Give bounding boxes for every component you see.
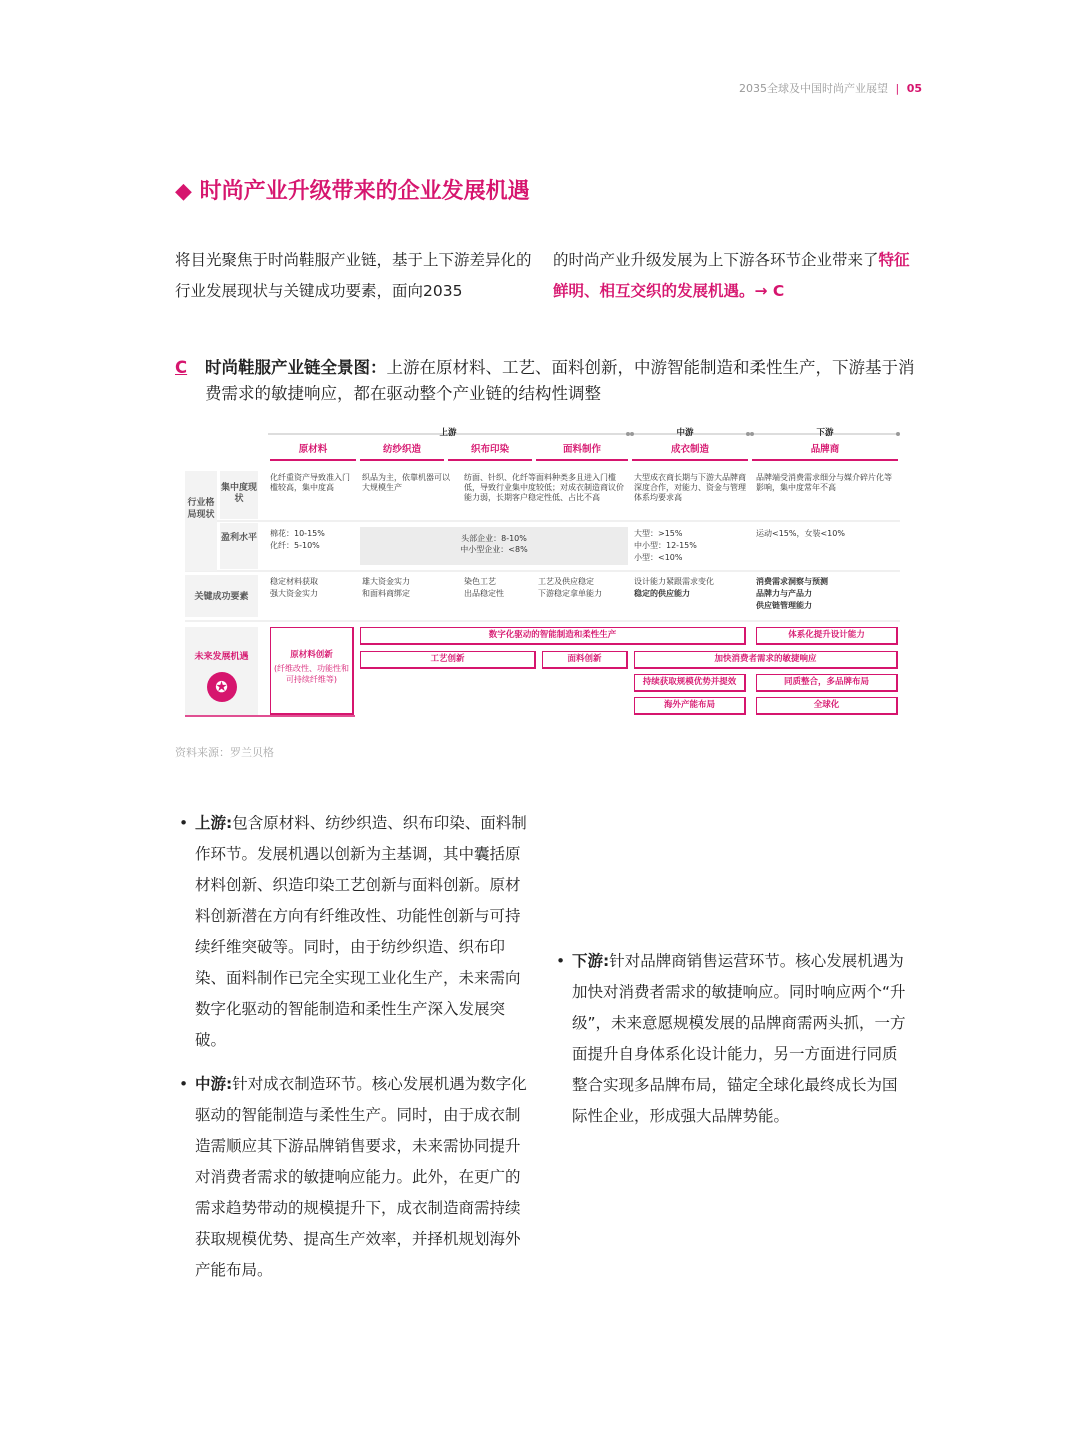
figure-title-rest: 上游在原材料、工艺、面料创新，中游智能制造和柔性生产，下游基于消费需求的敏捷响应，都在驱动整个产业链的结构性调整 [205,358,915,403]
intro-highlight-link[interactable]: 特征鲜明、相互交织的发展机遇。→ C [553,251,910,300]
ksf-item: 供应链管理能力 [756,601,812,610]
opp-raw-material [270,627,354,715]
profit-brand: 运动<15%，女装<10% [756,529,845,538]
bullet-label: 中游: [195,1075,233,1093]
ksf-item: 稳定材料获取 [270,577,318,586]
bullet-text: 针对品牌商销售运营环节。核心发展机遇为加快对消费者需求的敏捷响应。同时响应两个“升级”，未来意愿规模发展的品牌商需两头抓，一方面提升自身体系化设计能力，另一方面进行同质整合实现多品牌布局，锚定全球化最终成长为国际性企业，形成强大品牌势能。 [572,952,906,1125]
bullet-midstream [179,1069,533,1286]
figure-letter: C [175,358,188,377]
segment-tab: 纺纱织造 [360,441,444,461]
profit-item: 棉花：10-15% [270,529,325,538]
row-header-profit: 盈利水平 [220,523,258,569]
ksf-spinning [362,577,448,601]
ksf-brand [756,577,896,613]
opp-scale: 持续获取规模优势并提效 [634,674,746,692]
figure-title-text [205,355,915,407]
concentration-brand: 品牌端受消费需求细分与媒介碎片化等影响，集中度常年不高 [756,473,892,492]
opp-agile: 加快消费者需求的敏捷响应 [634,651,898,669]
figure-title-bold: 时尚鞋服产业链全景图： [205,358,387,377]
intro-right [553,245,913,307]
opp-overseas: 海外产能布局 [634,697,746,715]
stage-upstream: 上游 [439,428,457,438]
profit-item: 中小型企业：<8% [460,545,528,554]
row-header-industry: 行业格局现状 [185,471,217,571]
profit-item: 大型：>15% [634,529,683,538]
opp-merge: 同质整合，多品牌布局 [756,674,898,692]
profit-item: 小型：<10% [634,553,683,562]
header-separator: | [895,82,900,95]
row-header-ksf: 关键成功要素 [185,575,258,617]
page-number: 05 [906,82,922,95]
opp-craft: 工艺创新 [360,651,536,669]
row-header-concentration: 集中度现状 [220,471,258,519]
stage-downstream: 下游 [816,428,834,438]
bullet-upstream [179,808,533,1056]
ksf-raw [270,577,356,601]
bullet-downstream [556,946,910,1132]
bullet-text: 包含原材料、纺纱织造、织布印染、面料制作环节。发展机遇以创新为主基调，其中囊括原材料创新、织造印染工艺创新与面料创新。原材料创新潜在方向有纤维改性、功能性创新与可持续纤维突破等。同时，由于纺纱织造、织布印染、面料制作已完全实现工业化生产，未来需向数字化驱动的智能制造和柔性生产深入发展突破。 [195,814,527,1049]
stage-dot [746,432,750,436]
opp-raw-sub: (纤维改性、功能性和可持续纤维等) [273,664,350,684]
concentration-spinning: 织品为主，依靠机器可以大规模生产 [362,473,450,492]
profit-item: 化纤：5-10% [270,541,320,550]
profit-item: 中小型：12-15% [634,541,697,550]
opp-raw-title: 原材料创新 [290,650,333,660]
bullet-text: 针对成衣制造环节。核心发展机遇为数字化驱动的智能制造与柔性生产。同时，由于成衣制造需顺应其下游品牌销售要求，未来需协同提升对消费者需求的敏捷响应能力。此外，在更广的需求趋势带动的规模提升下，成衣制造商需持续获取规模优势、提高生产效率，并择机规划海外产能布局。 [195,1075,527,1279]
row-header-future [185,627,258,715]
segment-tab: 原材料 [270,441,356,461]
ksf-item: 稳定的供应能力 [634,589,690,598]
ksf-garment [634,577,748,601]
ksf-item: 工艺及供应稳定 [538,577,594,586]
profit-garment [634,529,746,565]
stage-dot [750,432,754,436]
ksf-item: 消费需求洞察与预测 [756,577,828,586]
segment-tab: 品牌商 [752,441,898,461]
bullet-dot: • [179,814,189,832]
bullet-label: 下游: [572,952,610,970]
ksf-item: 下游稳定拿单能力 [538,589,602,598]
stage-dot [626,432,630,436]
stage-dot [896,432,900,436]
stage-midstream: 中游 [676,428,694,438]
ksf-dyeing [464,577,534,601]
segment-tab: 成衣制造 [632,441,748,461]
segment-tab: 织布印染 [448,441,532,461]
intro-right-text: 的时尚产业升级发展为上下游各环节企业带来了 [553,251,879,269]
source-note: 资料来源：罗兰贝格 [175,746,274,759]
ksf-item: 出品稳定性 [464,589,504,598]
page-header [739,80,922,96]
concentration-raw: 化纤重资产导致准入门槛较高，集中度高 [270,473,350,492]
figure-title [175,355,915,407]
bullet-label: 上游: [195,814,233,832]
profit-item: 头部企业：8-10% [461,534,527,543]
opp-global: 全球化 [756,697,898,715]
segment-tab: 面料制作 [536,441,628,461]
stage-dot [630,432,634,436]
ksf-item: 设计能力紧跟需求变化 [634,577,714,586]
bullet-dot: • [556,952,566,970]
concentration-garment: 大型成衣商长期与下游大品牌商深度合作，对能力、资金与管理体系均要求高 [634,473,746,502]
industry-chain-chart [180,425,905,725]
opp-design: 体系化提升设计能力 [756,627,898,645]
diamond-icon: ◆ [175,179,192,204]
section-title [175,174,530,205]
ksf-item: 强大资金实力 [270,589,318,598]
award-icon: ✪ [207,672,237,702]
section-title-text: 时尚产业升级带来的企业发展机遇 [199,179,530,204]
opp-fabric: 面料创新 [542,651,628,669]
intro-left: 将目光聚焦于时尚鞋服产业链，基于上下游差异化的行业发展现状与关键成功要素，面向2035 [175,251,532,300]
ksf-item: 品牌力与产品力 [756,589,812,598]
opp-digital: 数字化驱动的智能制造和柔性生产 [360,627,746,645]
header-title: 2035全球及中国时尚产业展望 [738,82,888,95]
ksf-item: 雄大资金实力 [362,577,410,586]
future-label: 未来发展机遇 [194,652,249,662]
ksf-item: 染色工艺 [464,577,496,586]
profit-midstream-box [360,527,628,565]
bullet-dot: • [179,1075,189,1093]
ksf-item: 和面料商绑定 [362,589,410,598]
ksf-fabric [538,577,628,601]
concentration-dyeing: 纺面、针织、化纤等面料种类多且进入门槛低，导致行业集中度较低；对成衣制造商议价能力弱，长期客户稳定性低、占比不高 [464,473,624,502]
profit-raw [270,529,356,553]
